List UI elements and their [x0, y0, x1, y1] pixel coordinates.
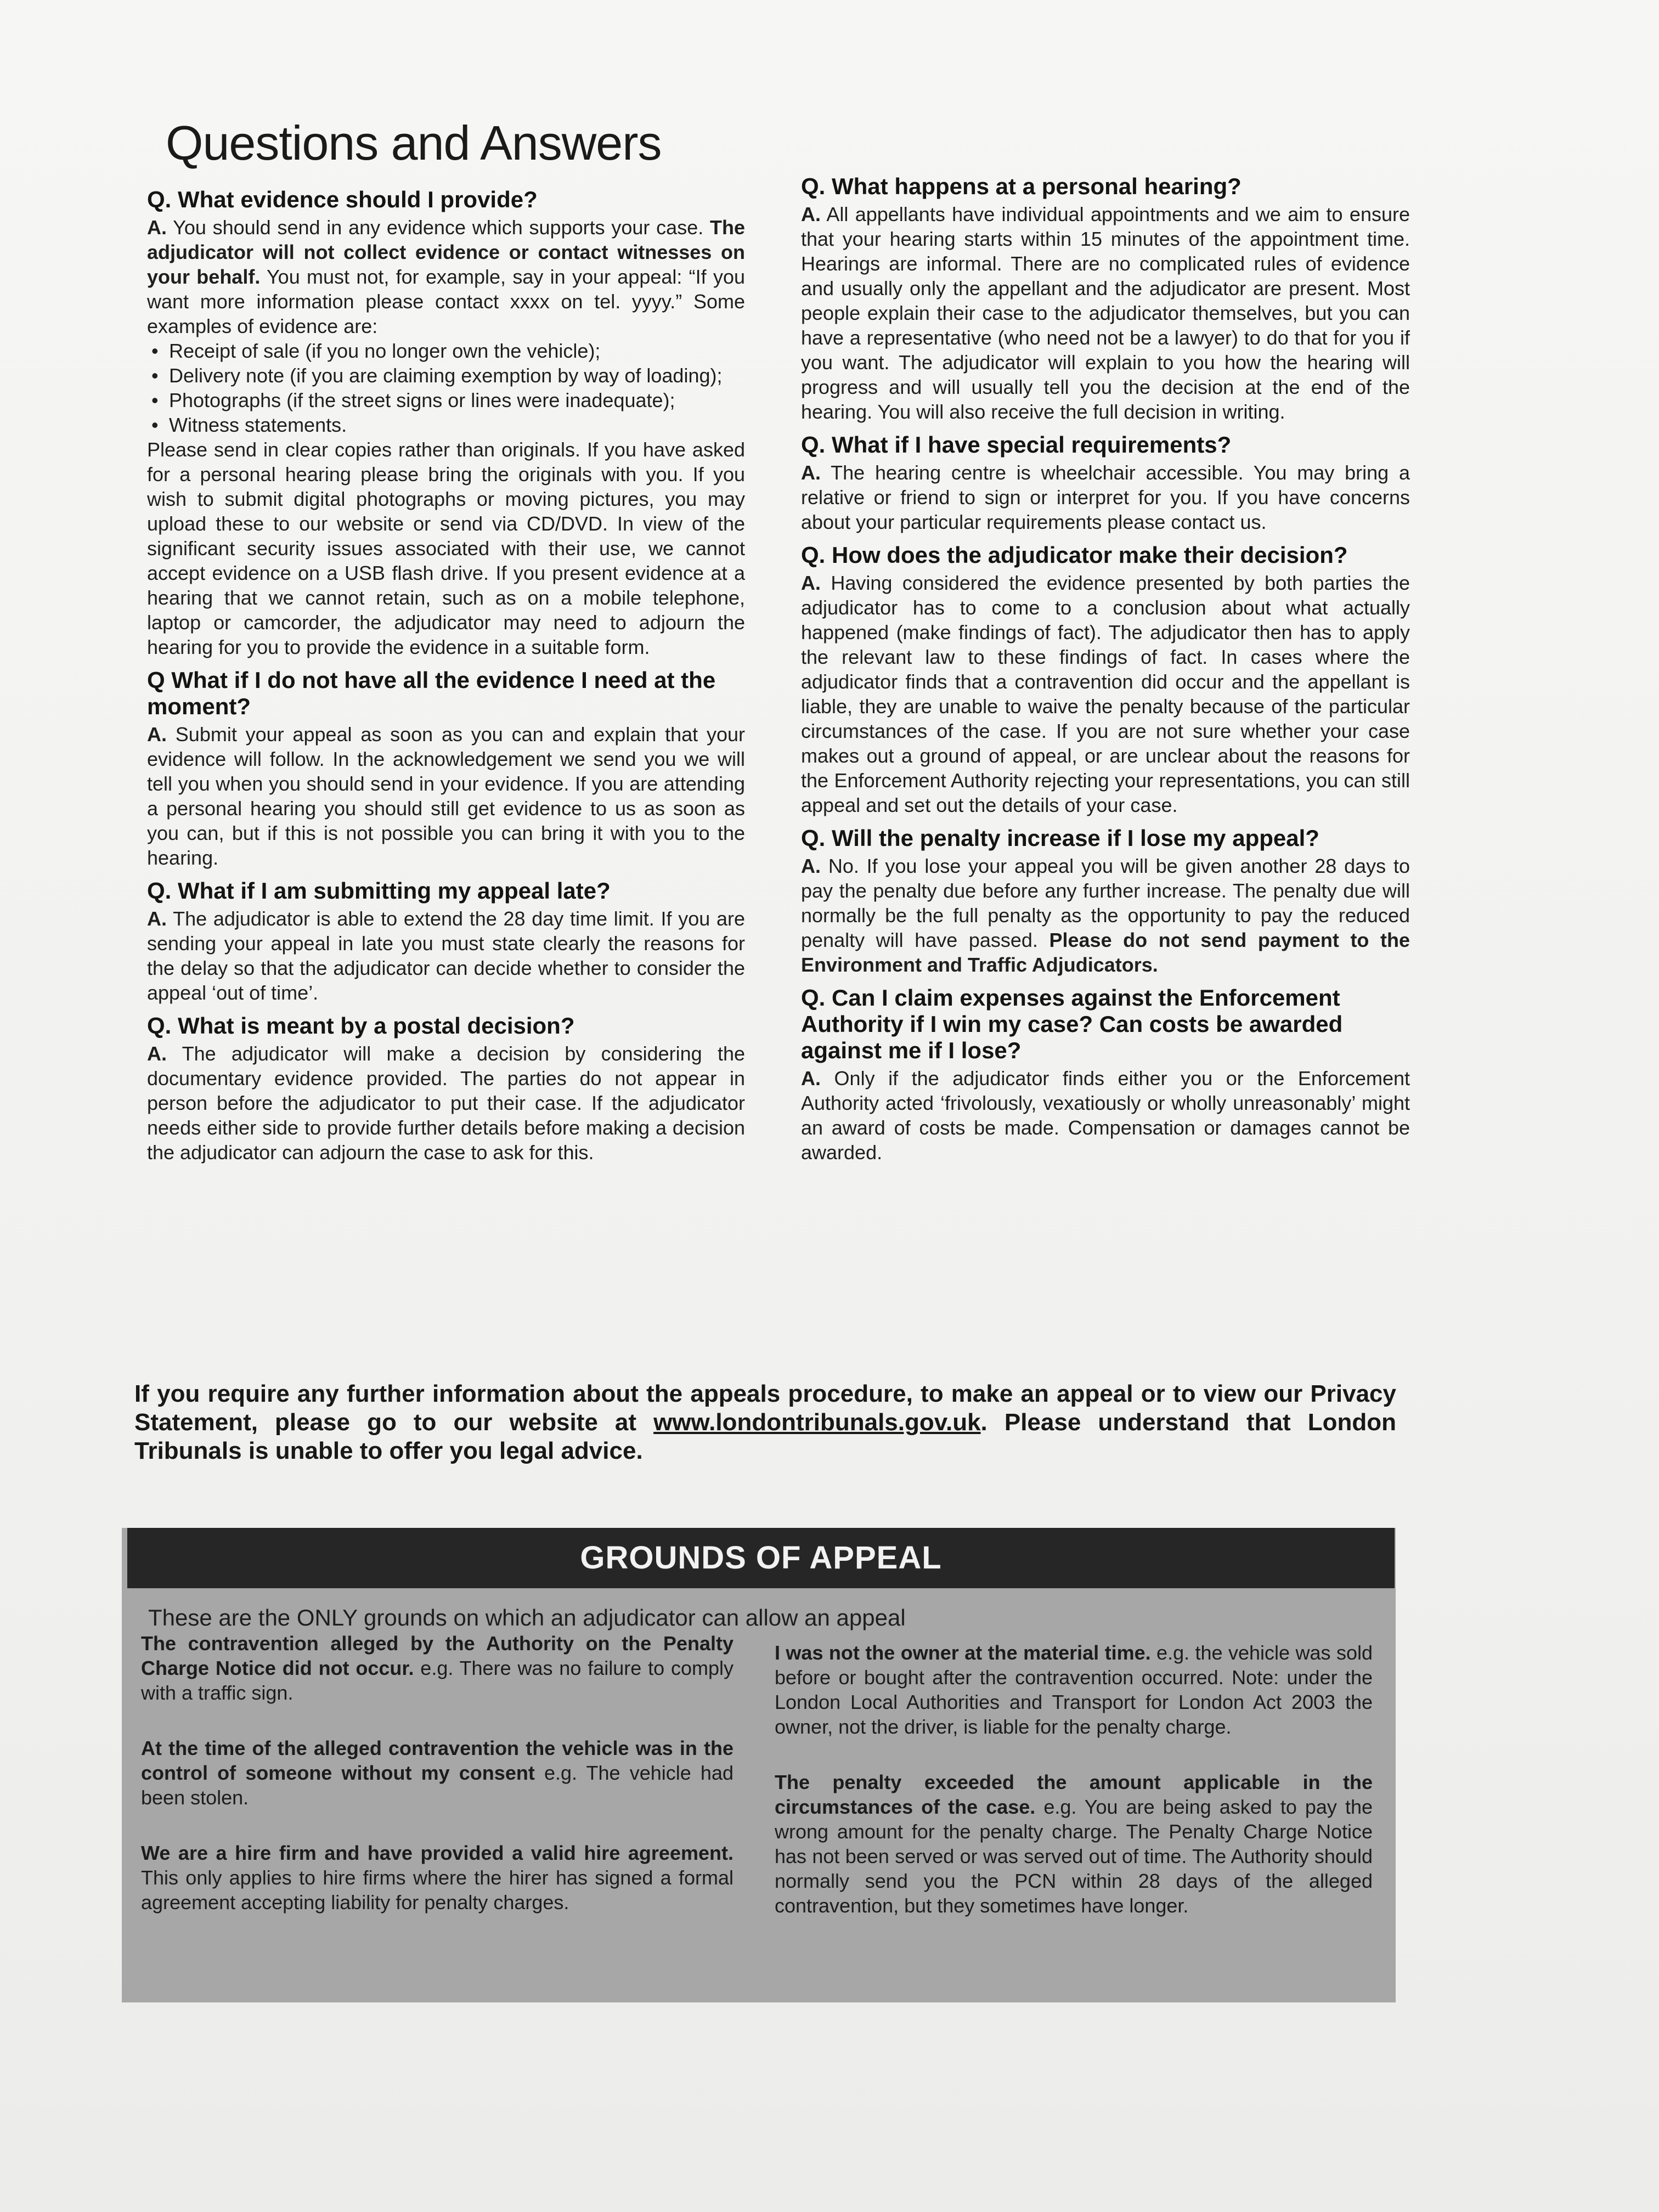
- qa-special-requirements: [801, 432, 1410, 534]
- question-heading: Q. What happens at a personal hearing?: [801, 173, 1242, 199]
- answer-text: A. The hearing centre is wheelchair accessible. You may bring a relative or friend to sign or interpret for you. If you have concerns about your particular requirements please contact us.: [801, 461, 1410, 533]
- ground-item: We are a hire firm and have provided a valid hire agreement. This only applies to hire firms where the hirer has signed a formal agreement accepting liability for penalty charges.: [141, 1842, 733, 1914]
- qa-late-appeal: [147, 878, 745, 1005]
- grounds-intro: These are the ONLY grounds on which an adjudicator can allow an appeal: [148, 1605, 906, 1630]
- list-item: • Photographs (if the street signs or lines were inadequate);: [169, 388, 745, 413]
- ground-item: The contravention alleged by the Authority on the Penalty Charge Notice did not occur. e.g. There was no failure to comply with a traffic sign.: [141, 1632, 733, 1704]
- answer-text: A. Only if the adjudicator finds either you or the Enforcement Authority acted ‘frivolously, vexatiously or wholly unreasonably’ might an award of costs be made. Compensation or damages cannot be awarded.: [801, 1067, 1410, 1164]
- qa-missing-evidence: [147, 667, 745, 870]
- answer-text: Please send in clear copies rather than originals. If you have asked for a personal hearing please bring the originals with you. If you wish to submit digital photographs or moving pictures, you may upload these to our website or send via CD/DVD. In view of the significant security issues associated with their use, we cannot accept evidence on a USB flash drive. If you present evidence at a hearing that we cannot retain, such as on a mobile telephone, laptop or camcorder, the adjudicator may need to adjourn the hearing for you to provide the evidence in a suitable form.: [147, 438, 745, 658]
- qa-penalty-increase: [801, 825, 1410, 977]
- evidence-list: [147, 338, 745, 437]
- answer-text: A. The adjudicator is able to extend the 28 day time limit. If you are sending your appeal in late you must state clearly the reasons for the delay so that the adjudicator can decide whether to consider the appeal ‘out of time’.: [147, 907, 745, 1004]
- answer-text: A. You should send in any evidence which supports your case. The adjudicator will not collect evidence or contact witnesses on your behalf. You must not, for example, say in your appeal: “If you want more information please contact xxxx on tel. yyyy.” Some examples of evidence are:: [147, 216, 746, 337]
- qa-personal-hearing: [801, 173, 1410, 424]
- list-item: • Delivery note (if you are claiming exemption by way of loading);: [169, 363, 745, 388]
- list-item: • Witness statements.: [169, 413, 745, 437]
- website-link[interactable]: www.londontribunals.gov.uk: [653, 1409, 981, 1436]
- question-heading: Q. What if I have special requirements?: [801, 432, 1232, 458]
- ground-item: I was not the owner at the material time. e.g. the vehicle was sold before or bought after the contravention occurred. Note: under the London Local Authorities and Transport for London Act 2003 the owner, not the driver, is liable for the penalty charge.: [775, 1641, 1373, 1738]
- grounds-of-appeal-box: [122, 1528, 1396, 2002]
- question-heading: Q. How does the adjudicator make their decision?: [801, 542, 1348, 568]
- qa-decision-making: [801, 542, 1410, 817]
- answer-text: A. The adjudicator will make a decision by considering the documentary evidence provided. The parties do not appear in person before the adjudicator to put their case. If the adjudicator needs either side to provide further details before making a decision the adjudicator can adjourn the case to ask for this.: [147, 1042, 745, 1164]
- question-heading: Q. What evidence should I provide?: [147, 187, 538, 212]
- grounds-left-column: [141, 1631, 733, 1945]
- qa-postal-decision: [147, 1013, 745, 1165]
- question-heading: Q. What is meant by a postal decision?: [147, 1013, 575, 1039]
- answer-text: A. Submit your appeal as soon as you can and explain that your evidence will follow. In the acknowledgement we send you we will tell you when you should send in your evidence. If you are attending a personal hearing you should still get evidence to us as soon as you can, but if this is not possible you can bring it with you to the hearing.: [147, 723, 745, 869]
- page-title: Questions and Answers: [166, 116, 662, 170]
- answer-text: A. Having considered the evidence presented by both parties the adjudicator has to come to a conclusion about what actually happened (make findings of fact). The adjudicator then has to apply the relevant law to these findings of fact. In cases where the adjudicator finds that a contravention did occur and the appellant is liable, they are unable to waive the penalty because of the particular circumstances of the case. If you are not sure whether your case makes out a ground of appeal, or are unclear about the reasons for the Enforcement Authority rejecting your representations, you can still appeal and set out the details of your case.: [801, 572, 1410, 816]
- further-information-note: If you require any further information about the appeals procedure, to make an appeal or to view our Privacy Statement, please go to our website at www.londontribunals.gov.uk. Please understand that London Tribunals is unable to offer you legal advice.: [134, 1380, 1396, 1464]
- question-heading: Q What if I do not have all the evidence I need at the moment?: [147, 667, 716, 719]
- ground-item: At the time of the alleged contravention the vehicle was in the control of someone without my consent e.g. The vehicle had been stolen.: [141, 1737, 733, 1809]
- right-column: [801, 173, 1410, 1172]
- qa-evidence: [147, 187, 745, 659]
- list-item: • Receipt of sale (if you no longer own the vehicle);: [169, 338, 745, 363]
- answer-text: A. All appellants have individual appointments and we aim to ensure that your hearing starts within 15 minutes of the appointment time. Hearings are informal. There are no complicated rules of evidence and usually only the appellant and the adjudicator are present. Most people explain their case to the adjudicator themselves, but you can have a representative (who need not be a lawyer) to do that for you if you want. The adjudicator will explain to you how the hearing will progress and will usually tell you the decision at the end of the hearing. You will also receive the full decision in writing.: [801, 203, 1410, 423]
- grounds-heading: GROUNDS OF APPEAL: [127, 1528, 1395, 1588]
- ground-item: The penalty exceeded the amount applicable in the circumstances of the case. e.g. You are being asked to pay the wrong amount for the penalty charge. The Penalty Charge Notice has not been served or was served out of time. The Authority should normally send you the PCN within 28 days of the alleged contravention, but they sometimes have longer.: [775, 1771, 1373, 1917]
- left-column: [147, 187, 745, 1172]
- answer-text: A. No. If you lose your appeal you will be given another 28 days to pay the penalty due before any further increase. The penalty due will normally be the full penalty as the opportunity to pay the reduced penalty will have passed. Please do not send payment to the Environment and Traffic Adjudicators.: [801, 855, 1410, 976]
- grounds-right-column: [775, 1640, 1373, 1949]
- question-heading: Q. Will the penalty increase if I lose my appeal?: [801, 825, 1319, 851]
- question-heading: Q. What if I am submitting my appeal late?: [147, 878, 611, 904]
- qa-expenses-costs: [801, 985, 1410, 1165]
- question-heading: Q. Can I claim expenses against the Enforcement Authority if I win my case? Can costs be awarded against me if I lose?: [801, 985, 1343, 1063]
